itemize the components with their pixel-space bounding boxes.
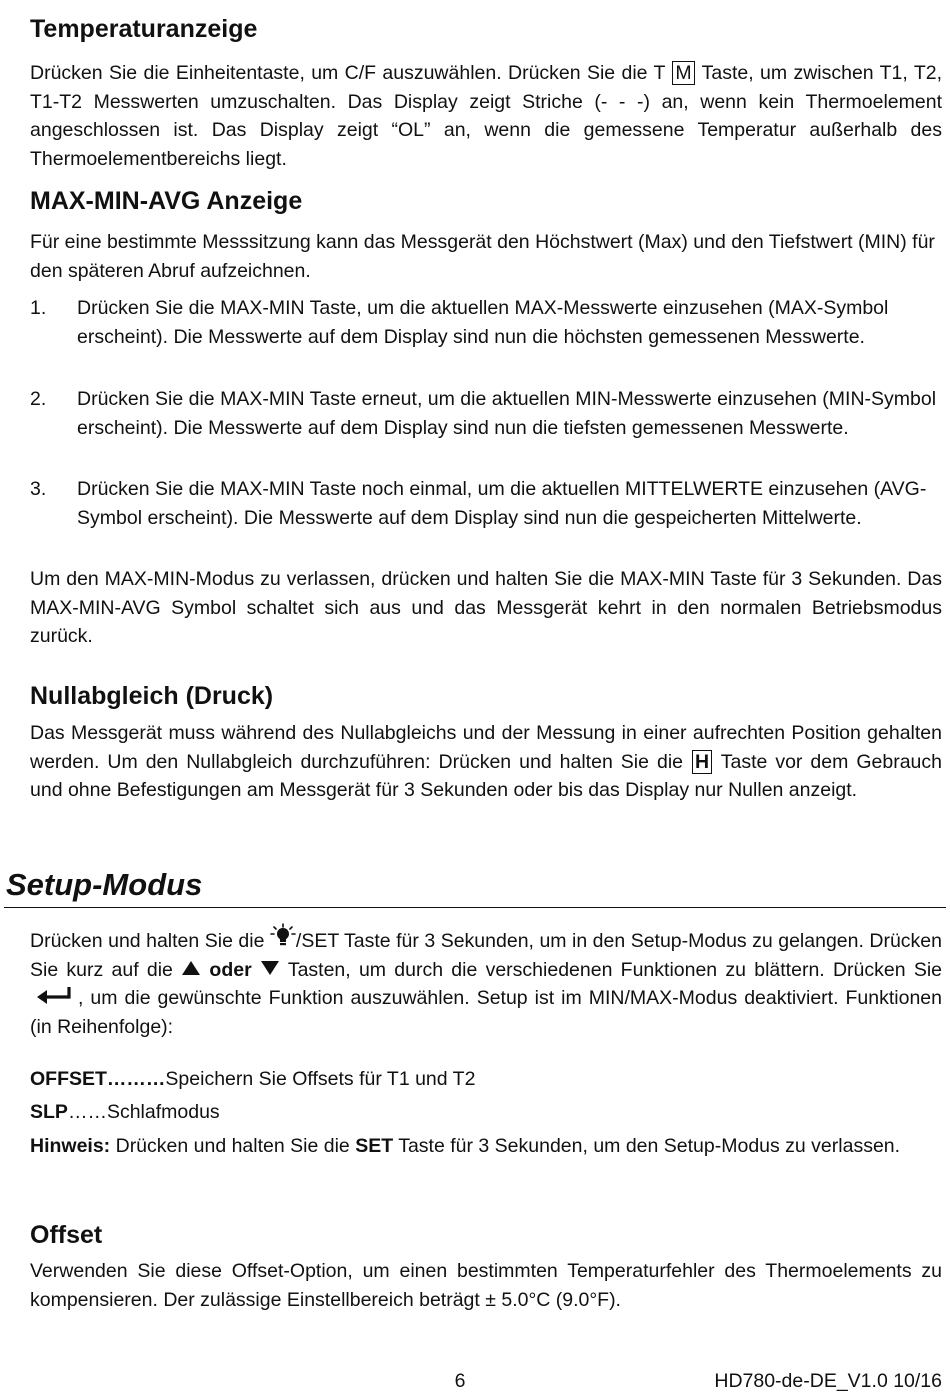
temperature-text-part2: Taste, um zwischen T1, T2, T1-T2 Messwerten umzuschalten. Das Display zeigt Striche (- - -) an, wenn kein Thermoelement angeschlossen ist. Das Display zeigt “OL” an, wenn die gemessene Temperatur außerhalb des Thermoelementbereichs liegt. — [30, 62, 942, 170]
list-item-text: Drücken Sie die MAX-MIN Taste noch einmal, um die aktuellen MITTELWERTE einzusehen (AVG-Symbol erscheint). Die Messwerte auf dem Display sind nun die gespeicherten Mittelwerte. — [77, 478, 927, 529]
setup-text-part1: Drücken und halten Sie die — [30, 930, 270, 952]
function-desc-slp: ……Schlafmodus — [67, 1101, 220, 1123]
note-text-part2: Taste für 3 Sekunden, um den Setup-Modus zu verlassen. — [393, 1135, 901, 1157]
up-triangle-icon — [181, 956, 201, 985]
light-bulb-icon — [270, 923, 296, 956]
section-divider — [4, 907, 946, 908]
enter-arrow-icon — [36, 984, 72, 1013]
function-key-slp: SLP — [30, 1101, 68, 1123]
offset-paragraph: Verwenden Sie diese Offset-Option, um einen bestimmten Temperaturfehler des Thermoelements zu kompensieren. Der zulässige Einstellbereich beträgt ± 5.0°C (9.0°F). — [30, 1260, 942, 1311]
zero-text-part1: Das Messgerät muss während des Nullabgleichs und der Messung in einer aufrechten Position gehalten werden. Um den Nullabgleich durchzuführen: Drücken und halten Sie die — [30, 722, 942, 773]
zero-text-part2: Taste vor dem Gebrauch und ohne Befestigungen am Messgerät für 3 Sekunden oder bis das Display nur Nullen anzeigt. — [30, 750, 942, 801]
max-min-exit-paragraph: Um den MAX-MIN-Modus zu verlassen, drücken und halten Sie die MAX-MIN Taste für 3 Sekunden. Das MAX-MIN-AVG Symbol schaltet sich aus und das Messgerät kehrt in den normalen Betriebsmodus zurück. — [30, 568, 942, 647]
setup-text-part3: Tasten, um durch die verschiedenen Funktionen zu blättern. Drücken Sie — [279, 958, 943, 981]
list-item-number: 1. — [30, 297, 47, 319]
setup-function-offset — [30, 1065, 942, 1094]
setup-text-part4: , um die gewünschte Funktion auszuwählen. Setup ist im MIN/MAX-Modus deaktiviert. Funktionen (in Reihenfolge): — [30, 987, 942, 1038]
note-set-key: SET — [355, 1135, 394, 1157]
down-triangle-icon — [260, 956, 280, 985]
zero-adjust-paragraph — [30, 719, 942, 805]
key-m-box: M — [672, 61, 694, 85]
page-number: 6 — [454, 1370, 466, 1392]
list-item-number: 2. — [30, 388, 47, 410]
list-item-number: 3. — [30, 478, 47, 500]
setup-function-slp — [30, 1098, 942, 1127]
document-id: HD780-de-DE_V1.0 10/16 — [714, 1370, 942, 1392]
function-desc-offset: Speichern Sie Offsets für T1 und T2 — [165, 1068, 476, 1090]
function-key-offset: OFFSET……… — [30, 1068, 166, 1090]
section-title-setup-mode: Setup-Modus — [6, 867, 203, 902]
temperature-text-part1: Drücken Sie die Einheitentaste, um C/F auszuwählen. Drücken Sie die T — [30, 62, 672, 84]
setup-text-oder: oder — [201, 958, 260, 981]
key-h-box: H — [692, 750, 712, 774]
setup-note — [30, 1132, 942, 1161]
list-item-text: Drücken Sie die MAX-MIN Taste, um die aktuellen MAX-Messwerte einzusehen (MAX-Symbol erscheint). Die Messwerte auf dem Display sind nun die höchsten gemessenen Messwerte. — [77, 297, 889, 348]
list-item-text: Drücken Sie die MAX-MIN Taste erneut, um die aktuellen MIN-Messwerte einzusehen (MIN-Symbol erscheint). Die Messwerte auf dem Display sind nun die tiefsten gemessenen Messwerte. — [77, 388, 937, 439]
note-label: Hinweis: — [30, 1135, 111, 1157]
note-text-part1: Drücken und halten Sie die — [110, 1135, 356, 1157]
heading-zero-adjust: Nullabgleich (Druck) — [30, 682, 274, 710]
heading-temperature-display: Temperaturanzeige — [30, 15, 258, 43]
temperature-paragraph — [30, 59, 942, 173]
max-min-intro: Für eine bestimmte Messsitzung kann das Messgerät den Höchstwert (Max) und den Tiefstwert (MIN) für den späteren Abruf aufzeichnen. — [30, 231, 935, 282]
heading-offset: Offset — [30, 1221, 103, 1249]
heading-max-min-avg: MAX-MIN-AVG Anzeige — [30, 187, 303, 215]
setup-paragraph — [30, 923, 942, 1041]
setup-text-part2: /SET Taste für 3 Sekunden, um in den Setup-Modus zu gelangen. Drücken Sie kurz auf die — [30, 930, 943, 981]
